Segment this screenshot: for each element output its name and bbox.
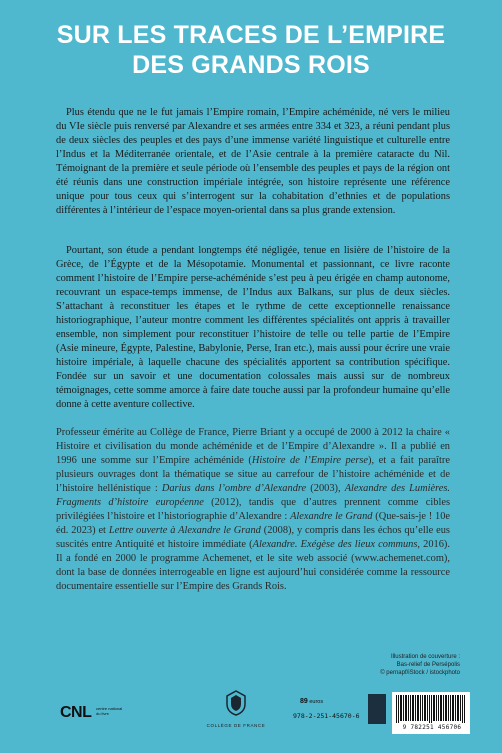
page-title [0,20,502,80]
back-cover-footer [0,690,502,750]
credit-line: Bas-relief de Persépolis [396,662,460,668]
price [300,698,360,705]
blurb-paragraph-2: Pourtant, son étude a pendant longtemps été négligée, tenue en lisière de l’histoire de la Grèce, de l’Égypte et de la Mésopotamie. Monumental et passionnant, ce livre raconte comment l’histoire de l’Empire perse-achéménide s’est peu à peu érigée en champ autonome, recouvrant un espace-temps immense, de l’Indus aux Balkans, sur plus de deux siècles. S’attachant à reconstituer les étapes et le rythme de cette exceptionnelle renaissance historiographique, l’auteur montre comment les différentes spécialités ont appris à travailler ensemble, non simplement pour reconstituer l’histoire de telle ou telle partie de l’Empire (Asie mineure, Égypte, Palestine, Babylonie, Perse, Iran etc.), mais aussi pour écrire une vraie histoire impériale, à laquelle chacune des spécialités apportent sa contribution spécifique. Fondée sur un savoir et une documentation colossales mais aussi sur de nombreux témoignages, cette somme amorce à faire date touche aussi par la profondeur humaine qu’elle donne à cette aventure collective. [56,245,450,410]
barcode-number: 9 782251 456706 [402,724,462,731]
isbn: 978-2-251-45670-6 [293,712,360,720]
cover-credits [330,653,460,677]
publisher-seal-icon [368,694,386,724]
cnl-logo-caption: centre national du livre [96,706,123,716]
college-de-france-label: COLLÈGE DE FRANCE [206,723,266,728]
cnl-logo: CNL [60,704,92,721]
blurb-paragraph-1: Plus étendu que ne le fut jamais l’Empire romain, l’Empire achéménide, né vers le milieu du VIe siècle puis renversé par Alexandre et ses armées entre 334 et 323, a réuni pendant plus de deux siècles des peuples et des pays d’une immense variété linguistique et culturelle entre l’Indus et la Méditerranée orientale, et de l’Asie centrale à la première cataracte du Nil. Témoignant de la première et seule période où l’ensemble des peuples et pays de la région ont été réunis dans une construction impériale intégrée, son histoire représente une référence unique pour tous ceux qui s’interrogent sur la cohabitation d’ethnies et de populations différentes à l’intérieur de l’espace moyen-oriental dans sa plus grande extension. [56,107,450,216]
credit-line: © pernapf/iStock / istockphoto [380,670,460,676]
author-bio: Professeur émérite au Collège de France, Pierre Briant y a occupé de 2000 à 2012 la chaire « Histoire et civilisation du monde achéménide et de l’Empire d’Alexandre ». Il a publié en 1996 une somme sur l’Empire achéménide (Histoire de l’Empire perse), et a fait paraître plusieurs ouvrages dont la thématique se situe au carrefour de l’histoire achéménide et de l’histoire hellénistique : Darius dans l’ombre d’Alexandre (2003), Alexandre des Lumières. Fragments d’histoire européenne (2012), tandis que d’autres prennent comme cibles privilégiées l’histoire et l’historiographie d’Alexandre : Alexandre le Grand (Que-sais-je ! 10e éd. 2023) et Lettre ouverte à Alexandre le Grand (2008), y compris dans les échos qu’elle eus suscités entre Antiquité et histoire immédiate (Alexandre. Exégèse des lieux communs, 2016). Il a fondé en 2000 le programme Achemenet, et le site web associé (www.achemenet.com), dont la base de données interrogeable en ligne est aujourd’hui considérée comme la ressource documentaire essentielle sur l’Empire des Grands Rois. [56,427,451,592]
price-amount: 89 [300,698,308,705]
title-line-2: DES GRANDS ROIS [132,51,370,79]
college-de-france-logo [196,690,276,728]
college-emblem-icon [225,690,247,716]
title-line-1: SUR LES TRACES DE L’EMPIRE [56,21,446,49]
credit-line: Illustration de couverture : [390,654,460,660]
barcode-icon [392,692,470,724]
price-unit: euros [309,699,324,705]
